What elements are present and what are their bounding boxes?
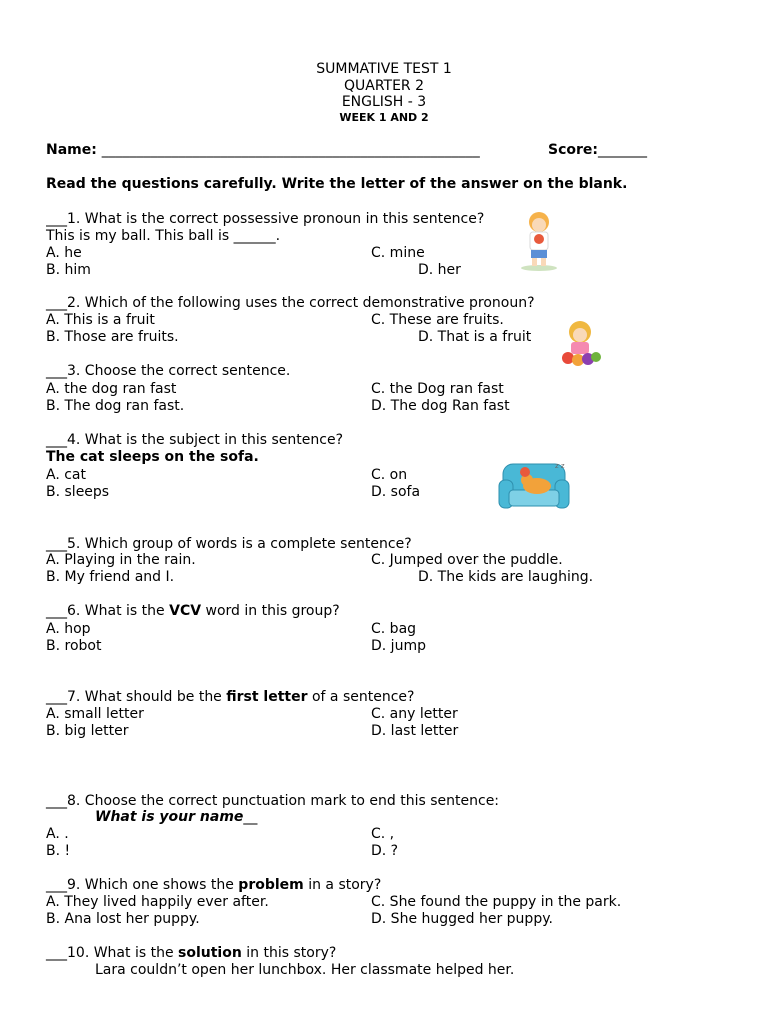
q8-option-a: A. . [46, 826, 69, 842]
q2-option-b: B. Those are fruits. [46, 329, 179, 345]
q9-option-b: B. Ana lost her puppy. [46, 911, 200, 927]
q4-option-c: C. on [371, 467, 408, 483]
q9-prompt-start: ___9. Which one shows the [46, 877, 239, 893]
q1-option-b: B. him [46, 262, 91, 278]
q8-option-c: C. , [371, 826, 395, 842]
q8-sentence-text: What is your name [95, 809, 244, 825]
subject-label: ENGLISH - 3 [341, 94, 427, 110]
q7-prompt-end: of a sentence? [307, 689, 415, 705]
q8-sentence [95, 809, 257, 826]
q1-sentence: This is my ball. This ball is ______. [46, 228, 281, 244]
q7-option-b: B. big letter [46, 723, 129, 739]
girl-with-fruits-icon [556, 318, 606, 368]
q7-option-d: D. last letter [371, 723, 459, 739]
cat-on-sofa-icon [497, 458, 571, 514]
q4-option-b: B. sleeps [46, 484, 110, 500]
q8-option-b: B. ! [46, 843, 71, 859]
instructions: Read the questions carefully. Write the letter of the answer on the blank. [46, 176, 628, 192]
score-blank: _______ [598, 142, 647, 158]
quarter-label: QUARTER 2 [343, 77, 425, 94]
q10-prompt-emphasis: solution [178, 945, 242, 961]
q7-option-c: C. any letter [371, 706, 458, 722]
q2-option-c: C. These are fruits. [371, 312, 504, 328]
q4-sentence: The cat sleeps on the sofa. [46, 449, 259, 465]
q6-option-b: B. robot [46, 638, 102, 654]
q7-prompt-start: ___7. What should be the [46, 689, 227, 705]
score-field [548, 142, 647, 159]
q8-option-d: D. ? [371, 843, 399, 859]
q7-prompt-emphasis: first letter [226, 689, 308, 705]
boy-with-ball-icon [514, 210, 564, 272]
q9-option-d: D. She hugged her puppy. [371, 911, 553, 927]
test-title: SUMMATIVE TEST 1 [316, 61, 452, 77]
q9-option-a: A. They lived happily ever after. [46, 894, 269, 910]
q4-option-a: A. cat [46, 467, 86, 483]
q9-option-c: C. She found the puppy in the park. [371, 894, 622, 910]
q4-option-d: D. sofa [371, 484, 421, 500]
q3-prompt: ___3. Choose the correct sentence. [46, 363, 291, 379]
q9-prompt [46, 877, 381, 894]
q3-option-c: C. the Dog ran fast [371, 381, 504, 397]
q3-option-b: B. The dog ran fast. [46, 398, 185, 414]
q7-option-a: A. small letter [46, 706, 144, 722]
q4-prompt: ___4. What is the subject in this sentence? [46, 432, 344, 448]
q5-option-d: D. The kids are laughing. [418, 569, 594, 585]
q10-prompt-end: in this story? [241, 945, 337, 961]
q8-sentence-blank: __ [243, 809, 258, 825]
q5-option-b: B. My friend and I. [46, 569, 175, 585]
q5-prompt: ___5. Which group of words is a complete sentence? [46, 536, 412, 552]
name-field [46, 142, 480, 159]
q6-option-a: A. hop [46, 621, 91, 637]
q2-option-a: A. This is a fruit [46, 312, 155, 328]
q1-option-c: C. mine [371, 245, 425, 261]
week-label: WEEK 1 AND 2 [339, 110, 429, 124]
q1-option-d: D. her [418, 262, 461, 278]
q8-prompt: ___8. Choose the correct punctuation mark to end this sentence: [46, 793, 500, 809]
q2-prompt: ___2. Which of the following uses the correct demonstrative pronoun? [46, 295, 535, 311]
q3-option-d: D. The dog Ran fast [371, 398, 510, 414]
q9-prompt-end: in a story? [303, 877, 382, 893]
q2-option-d: D. That is a fruit [418, 329, 532, 345]
q6-option-c: C. bag [371, 621, 417, 637]
q10-prompt-start: ___10. What is the [46, 945, 179, 961]
score-label: Score: [548, 142, 598, 158]
q6-prompt-end: word in this group? [201, 603, 340, 619]
q1-option-a: A. he [46, 245, 82, 261]
name-blank: ______________________________________________________ [101, 142, 480, 158]
q5-option-a: A. Playing in the rain. [46, 552, 196, 568]
q10-prompt [46, 945, 336, 962]
q9-prompt-emphasis: problem [238, 877, 304, 893]
q6-prompt [46, 603, 340, 620]
name-label: Name: [46, 142, 97, 158]
q7-prompt [46, 689, 414, 706]
svg-text:z z: z z [555, 462, 565, 470]
q10-sentence: Lara couldn’t open her lunchbox. Her classmate helped her. [95, 962, 515, 978]
q3-option-a: A. the dog ran fast [46, 381, 177, 397]
q6-option-d: D. jump [371, 638, 426, 654]
test-header [0, 61, 768, 125]
q5-option-c: C. Jumped over the puddle. [371, 552, 563, 568]
q6-prompt-start: ___6. What is the [46, 603, 170, 619]
q1-prompt: ___1. What is the correct possessive pronoun in this sentence? [46, 211, 485, 227]
q6-prompt-emphasis: VCV [169, 603, 202, 619]
